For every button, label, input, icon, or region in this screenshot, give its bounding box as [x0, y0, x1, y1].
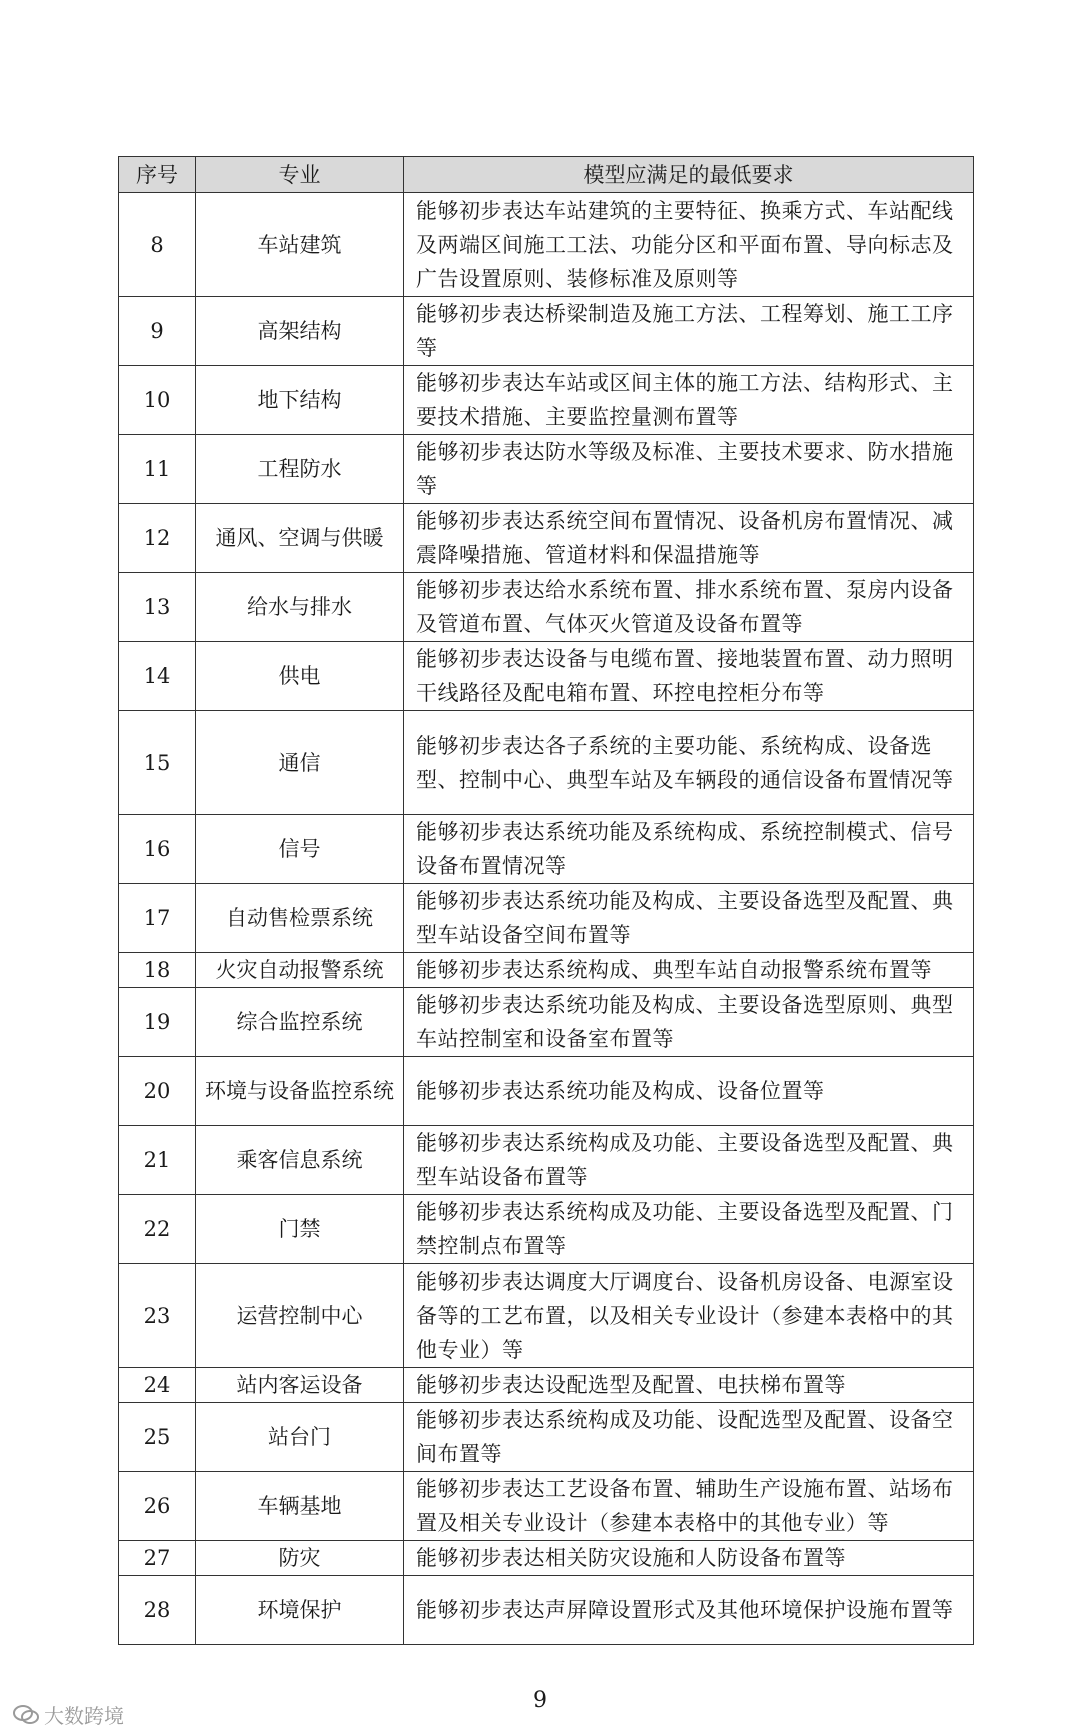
watermark: [12, 1700, 124, 1729]
row-specialty: 门禁: [196, 1195, 404, 1264]
row-specialty: 乘客信息系统: [196, 1126, 404, 1195]
row-index: 20: [119, 1057, 196, 1126]
row-specialty: 运营控制中心: [196, 1264, 404, 1368]
row-requirement: 能够初步表达车站建筑的主要特征、换乘方式、车站配线及两端区间施工工法、功能分区和平面布置、导向标志及广告设置原则、装修标准及原则等: [404, 193, 974, 297]
table-row: [119, 1057, 974, 1126]
row-index: 28: [119, 1576, 196, 1645]
row-requirement: 能够初步表达声屏障设置形式及其他环境保护设施布置等: [404, 1576, 974, 1645]
table-row: [119, 988, 974, 1057]
row-index: 10: [119, 366, 196, 435]
row-index: 8: [119, 193, 196, 297]
table-row: [119, 435, 974, 504]
table-row: [119, 1576, 974, 1645]
table-header-row: [119, 157, 974, 193]
row-requirement: 能够初步表达系统构成及功能、设配选型及配置、设备空间布置等: [404, 1403, 974, 1472]
row-requirement: 能够初步表达桥梁制造及施工方法、工程筹划、施工工序等: [404, 297, 974, 366]
table-row: [119, 366, 974, 435]
row-index: 9: [119, 297, 196, 366]
row-requirement: 能够初步表达系统构成及功能、主要设备选型及配置、门禁控制点布置等: [404, 1195, 974, 1264]
row-requirement: 能够初步表达系统功能及系统构成、系统控制模式、信号设备布置情况等: [404, 815, 974, 884]
row-requirement: 能够初步表达系统空间布置情况、设备机房布置情况、减震降噪措施、管道材料和保温措施等: [404, 504, 974, 573]
row-specialty: 车站建筑: [196, 193, 404, 297]
row-specialty: 火灾自动报警系统: [196, 953, 404, 988]
table-row: [119, 1541, 974, 1576]
table-row: [119, 1472, 974, 1541]
table-row: [119, 1126, 974, 1195]
row-specialty: 给水与排水: [196, 573, 404, 642]
table-row: [119, 953, 974, 988]
row-requirement: 能够初步表达给水系统布置、排水系统布置、泵房内设备及管道布置、气体灭火管道及设备布置等: [404, 573, 974, 642]
table-row: [119, 193, 974, 297]
table-row: [119, 1264, 974, 1368]
row-index: 11: [119, 435, 196, 504]
row-index: 15: [119, 711, 196, 815]
row-specialty: 高架结构: [196, 297, 404, 366]
table-row: [119, 573, 974, 642]
header-requirement: 模型应满足的最低要求: [404, 157, 974, 193]
table-row: [119, 815, 974, 884]
header-specialty: 专业: [196, 157, 404, 193]
table-row: [119, 711, 974, 815]
row-specialty: 车辆基地: [196, 1472, 404, 1541]
row-requirement: 能够初步表达各子系统的主要功能、系统构成、设备选型、控制中心、典型车站及车辆段的通信设备布置情况等: [404, 711, 974, 815]
row-requirement: 能够初步表达工艺设备布置、辅助生产设施布置、站场布置及相关专业设计（参建本表格中的其他专业）等: [404, 1472, 974, 1541]
row-requirement: 能够初步表达系统构成、典型车站自动报警系统布置等: [404, 953, 974, 988]
row-requirement: 能够初步表达系统功能及构成、设备位置等: [404, 1057, 974, 1126]
table-row: [119, 642, 974, 711]
row-specialty: 环境与设备监控系统: [196, 1057, 404, 1126]
table-row: [119, 1368, 974, 1403]
row-index: 22: [119, 1195, 196, 1264]
chat-bubble-icon: [12, 1704, 40, 1726]
row-specialty: 供电: [196, 642, 404, 711]
row-index: 23: [119, 1264, 196, 1368]
row-specialty: 通风、空调与供暖: [196, 504, 404, 573]
row-index: 25: [119, 1403, 196, 1472]
row-index: 21: [119, 1126, 196, 1195]
watermark-text: 大数跨境: [44, 1704, 124, 1728]
row-requirement: 能够初步表达防水等级及标准、主要技术要求、防水措施等: [404, 435, 974, 504]
row-index: 19: [119, 988, 196, 1057]
row-requirement: 能够初步表达车站或区间主体的施工方法、结构形式、主要技术措施、主要监控量测布置等: [404, 366, 974, 435]
row-requirement: 能够初步表达设备与电缆布置、接地装置布置、动力照明干线路径及配电箱布置、环控电控柜分布等: [404, 642, 974, 711]
page-number: 9: [533, 1688, 547, 1713]
row-specialty: 环境保护: [196, 1576, 404, 1645]
row-index: 18: [119, 953, 196, 988]
row-specialty: 通信: [196, 711, 404, 815]
row-requirement: 能够初步表达设配选型及配置、电扶梯布置等: [404, 1368, 974, 1403]
requirements-table: [118, 156, 974, 1645]
table-row: [119, 1195, 974, 1264]
row-specialty: 工程防水: [196, 435, 404, 504]
header-index: 序号: [119, 157, 196, 193]
row-specialty: 地下结构: [196, 366, 404, 435]
row-requirement: 能够初步表达系统功能及构成、主要设备选型原则、典型车站控制室和设备室布置等: [404, 988, 974, 1057]
row-specialty: 站内客运设备: [196, 1368, 404, 1403]
row-requirement: 能够初步表达相关防灾设施和人防设备布置等: [404, 1541, 974, 1576]
table-row: [119, 1403, 974, 1472]
row-specialty: 防灾: [196, 1541, 404, 1576]
row-specialty: 综合监控系统: [196, 988, 404, 1057]
row-index: 17: [119, 884, 196, 953]
row-index: 24: [119, 1368, 196, 1403]
table-row: [119, 504, 974, 573]
row-index: 14: [119, 642, 196, 711]
row-requirement: 能够初步表达系统功能及构成、主要设备选型及配置、典型车站设备空间布置等: [404, 884, 974, 953]
row-index: 27: [119, 1541, 196, 1576]
table-row: [119, 297, 974, 366]
row-index: 26: [119, 1472, 196, 1541]
row-index: 12: [119, 504, 196, 573]
row-requirement: 能够初步表达调度大厅调度台、设备机房设备、电源室设备等的工艺布置，以及相关专业设计（参建本表格中的其他专业）等: [404, 1264, 974, 1368]
row-specialty: 自动售检票系统: [196, 884, 404, 953]
row-index: 16: [119, 815, 196, 884]
row-specialty: 信号: [196, 815, 404, 884]
row-index: 13: [119, 573, 196, 642]
row-requirement: 能够初步表达系统构成及功能、主要设备选型及配置、典型车站设备布置等: [404, 1126, 974, 1195]
row-specialty: 站台门: [196, 1403, 404, 1472]
table-row: [119, 884, 974, 953]
